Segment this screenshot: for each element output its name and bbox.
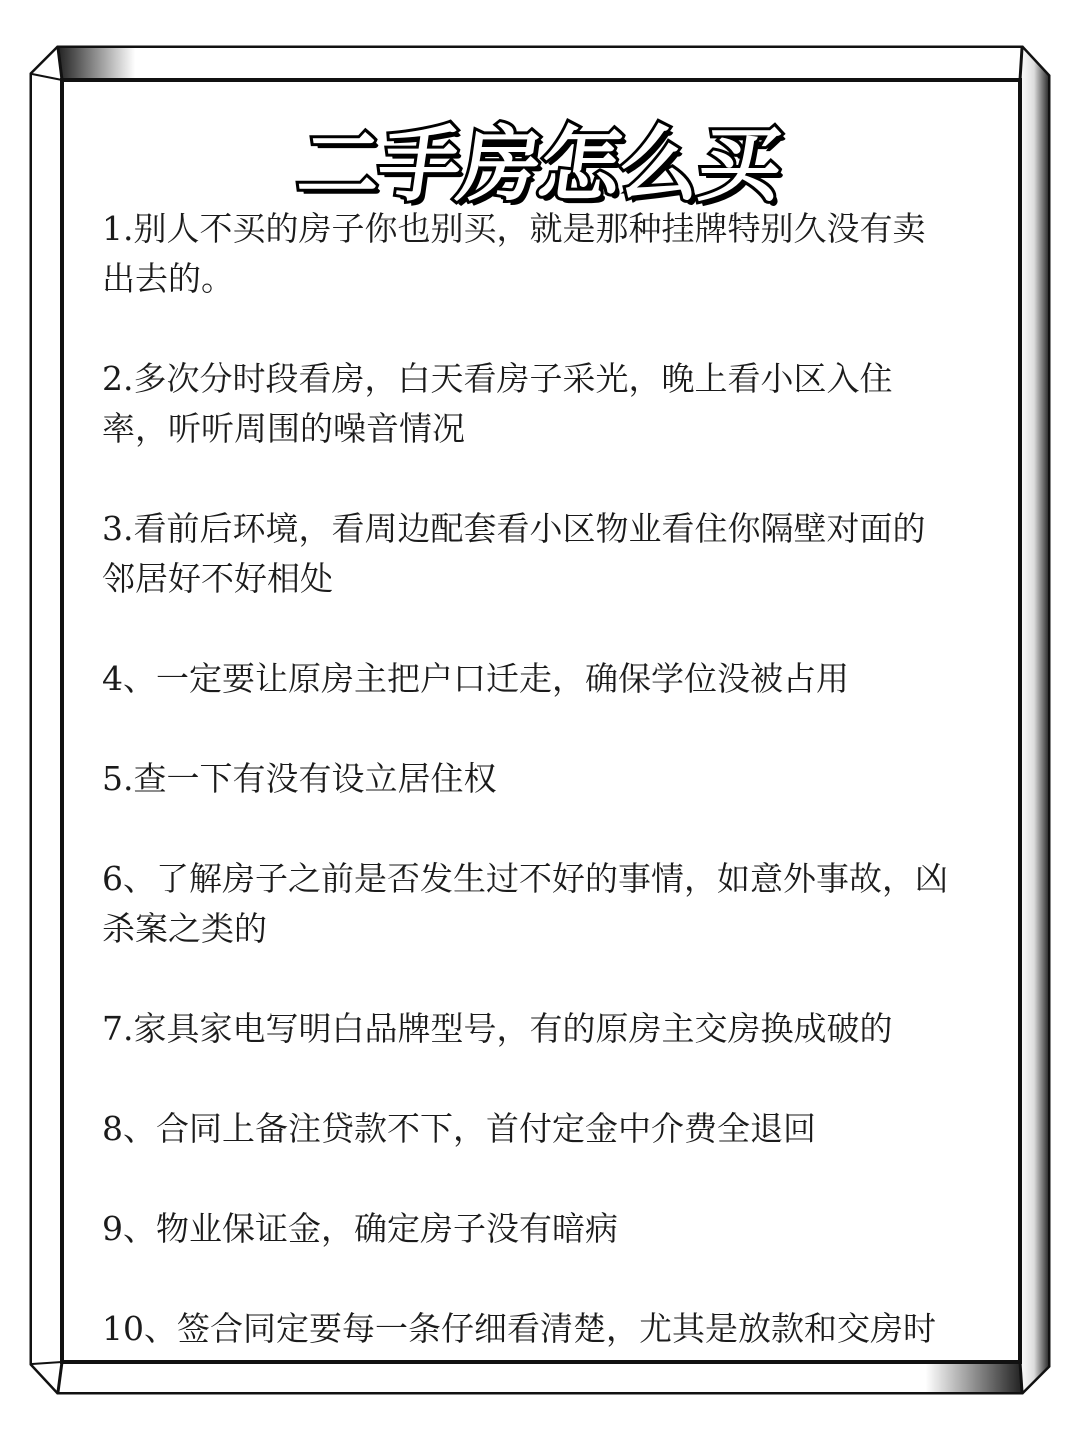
list-item-line: 邻居好不好相处 [102,559,333,598]
list-item [102,1004,982,1054]
list-item [102,754,982,804]
list-item [102,1104,982,1154]
list-item-line: 2.多次分时段看房，白天看房子采光，晚上看小区入住 [102,359,893,398]
list-item-line: 4、一定要让原房主把户口迁走，确保学位没被占用 [102,659,849,698]
list-item [102,1304,982,1354]
list-item [102,204,982,304]
list-item-line: 7.家具家电写明白品牌型号，有的原房主交房换成破的 [102,1009,893,1048]
list-item [102,854,982,954]
list-item-line: 10、签合同定要每一条仔细看清楚，尤其是放款和交房时 [102,1309,936,1348]
list-item [102,354,982,454]
list-item-line: 6、了解房子之前是否发生过不好的事情，如意外事故，凶 [102,859,948,898]
list-item-line: 杀案之类的 [102,909,267,948]
list-item [102,504,982,604]
list-item [102,1204,982,1254]
list-item-line: 率，听听周围的噪音情况 [102,409,465,448]
list-item-line: 8、合同上备注贷款不下，首付定金中介费全退回 [102,1109,816,1148]
page-title: 二手房怎么买 [292,118,786,213]
list-item-line: 1.别人不买的房子你也别买，就是那种挂牌特别久没有卖 [102,209,926,248]
list-item [102,654,982,704]
list-item-line: 5.查一下有没有设立居住权 [102,759,497,798]
list-item-line: 3.看前后环境，看周边配套看小区物业看住你隔壁对面的 [102,509,926,548]
list-item-line: 9、物业保证金，确定房子没有暗病 [102,1209,618,1248]
list-item-line: 出去的。 [102,259,234,298]
